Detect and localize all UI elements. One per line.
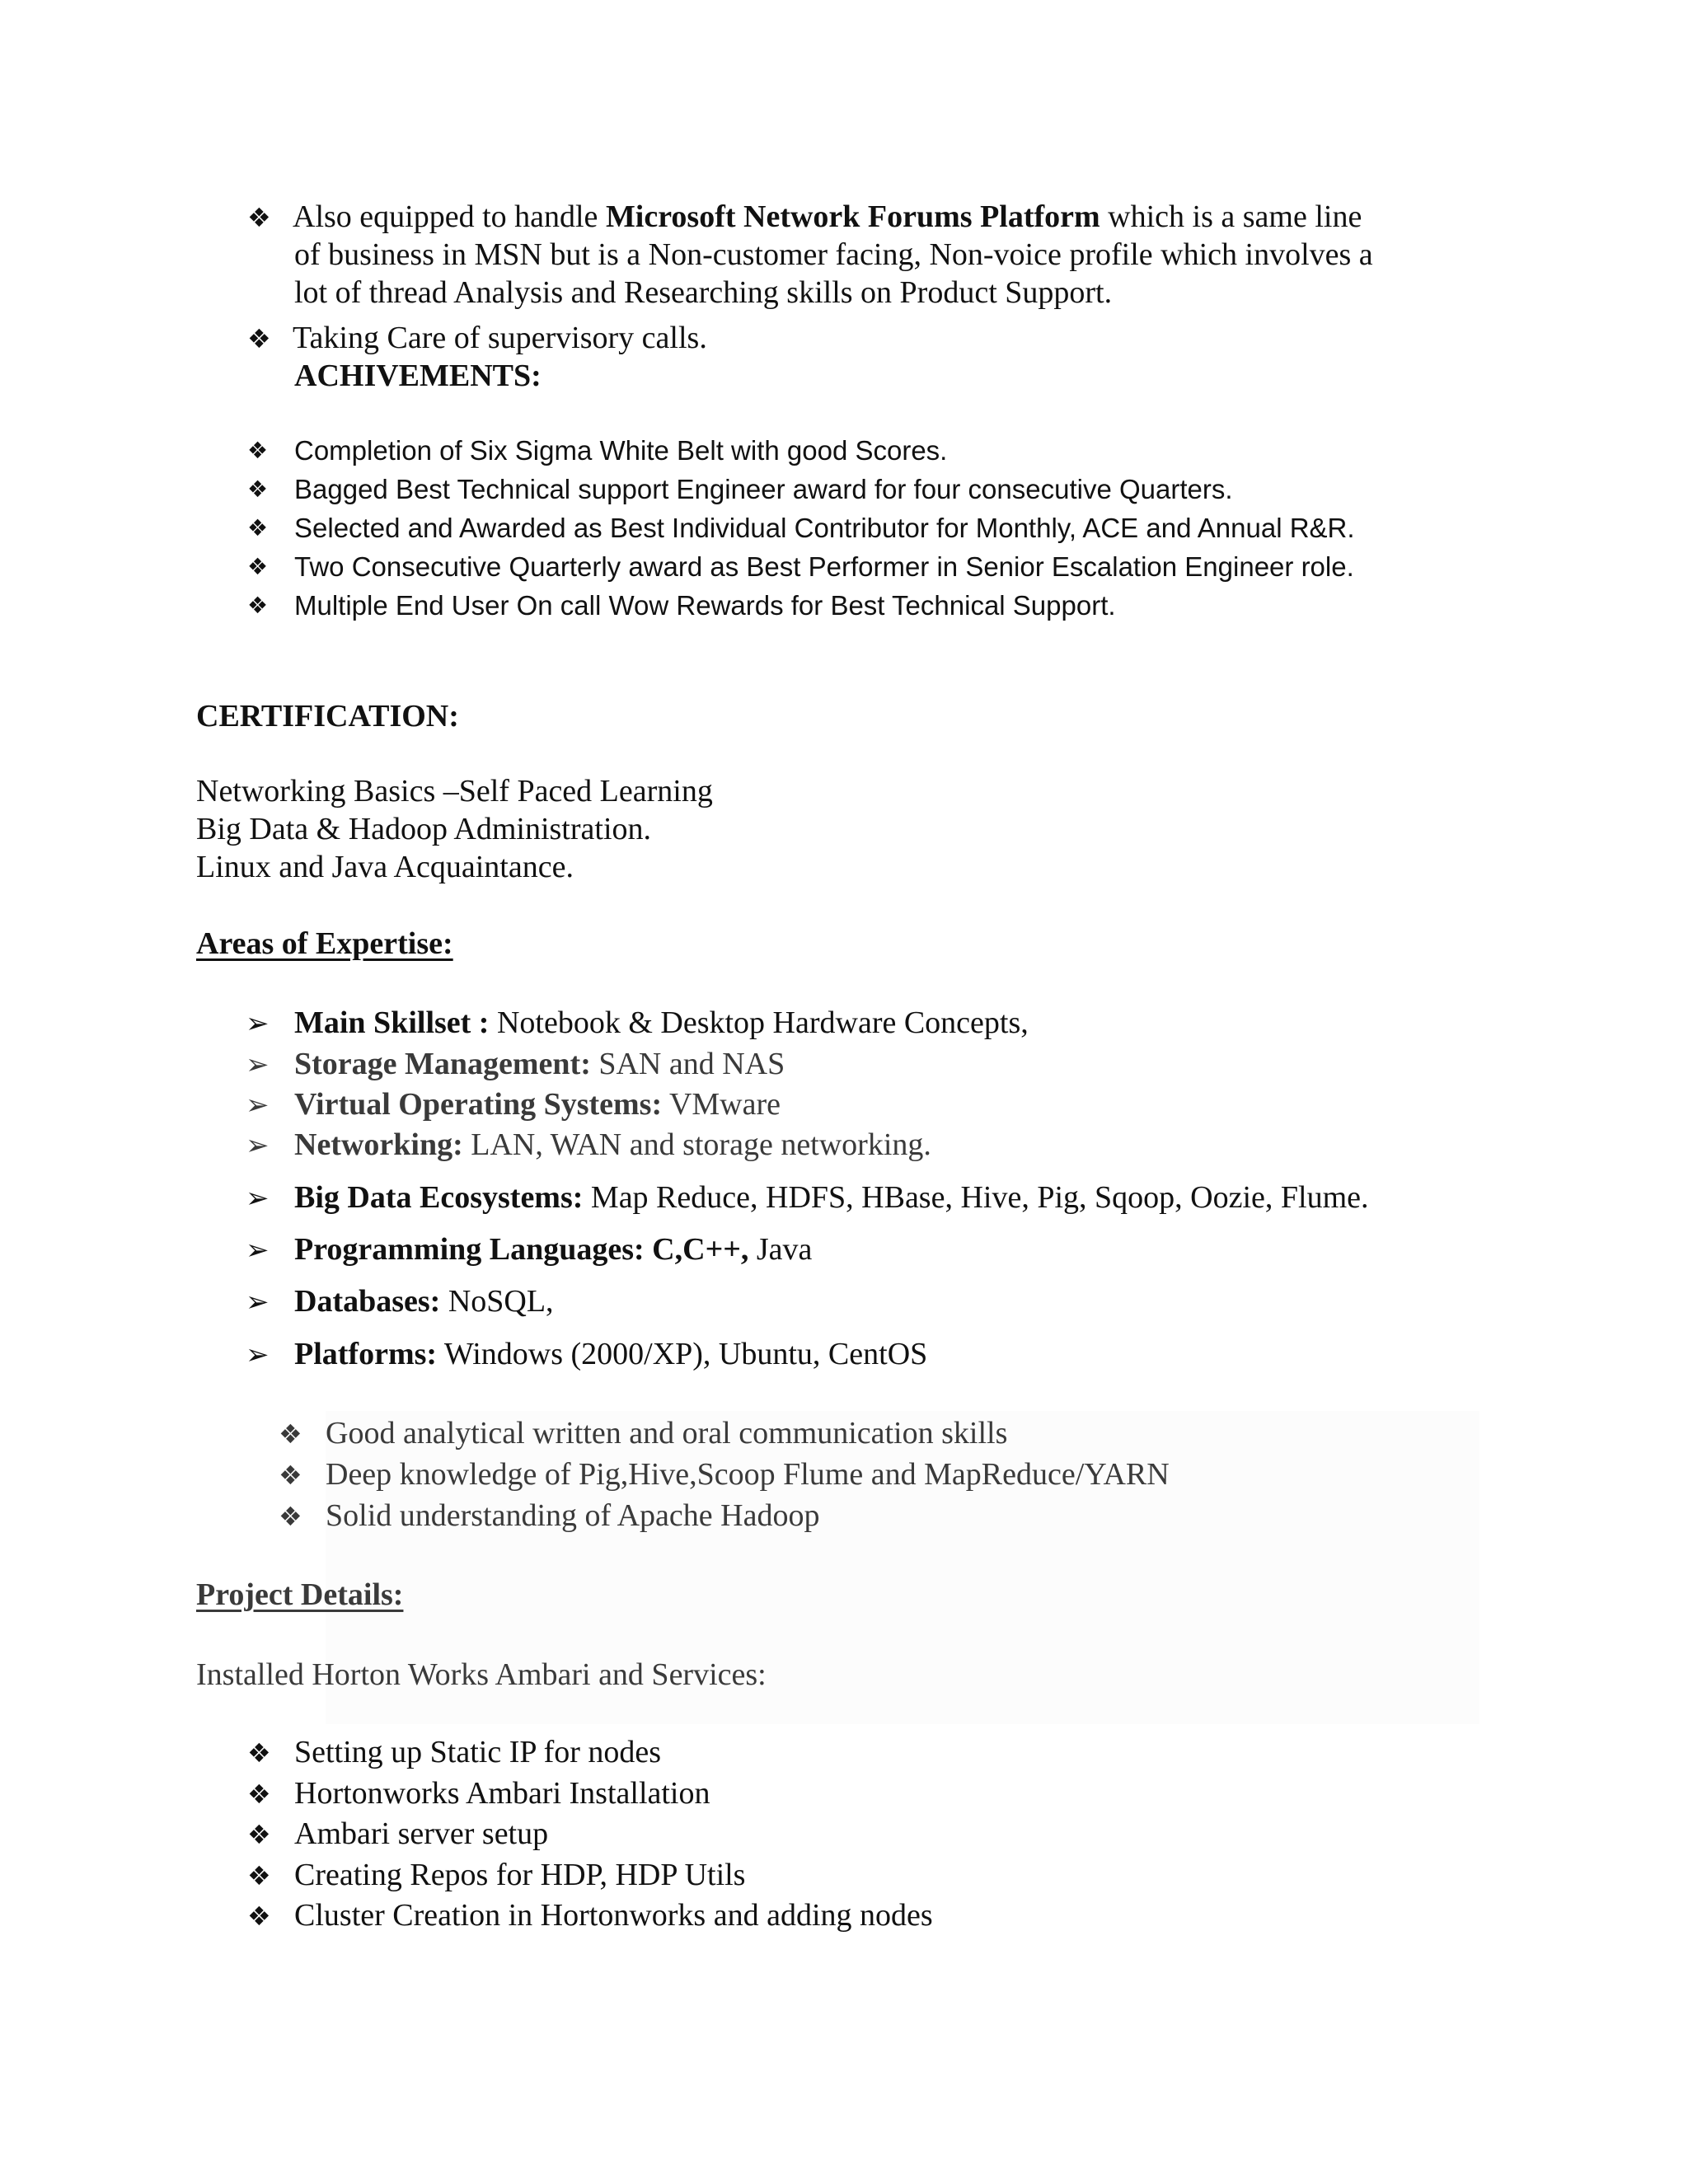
- project-item: Cluster Creation in Hortonworks and adding nodes: [294, 1898, 933, 1933]
- expertise-value: Java: [748, 1232, 813, 1267]
- project-item: Hortonworks Ambari Installation: [294, 1776, 710, 1811]
- expertise-label: Networking:: [294, 1127, 463, 1162]
- intro-bullet-1-line-3: lot of thread Analysis and Researching skills on Product Support.: [294, 275, 1113, 310]
- project-item: Creating Repos for HDP, HDP Utils: [294, 1858, 746, 1892]
- expertise-item-programming: [294, 1230, 812, 1268]
- certification-item: Big Data & Hadoop Administration.: [196, 812, 652, 846]
- diamond-bullet-icon: ❖: [247, 1819, 271, 1850]
- expertise-item-storage: [294, 1045, 785, 1083]
- expertise-item-main-skillset: [294, 1004, 1029, 1042]
- expertise-item-platforms: [294, 1335, 927, 1373]
- arrow-bullet-icon: ➢: [246, 1089, 270, 1122]
- expertise-label: Platforms:: [294, 1337, 438, 1371]
- diamond-bullet-icon: ❖: [279, 1460, 302, 1491]
- diamond-bullet-icon: ❖: [247, 1860, 271, 1891]
- project-item: Ambari server setup: [294, 1816, 549, 1851]
- diamond-bullet-icon: ❖: [247, 1737, 271, 1769]
- project-intro: Installed Horton Works Ambari and Services:: [196, 1657, 767, 1692]
- expertise-label: Storage Management:: [294, 1047, 591, 1081]
- achievement-item: Two Consecutive Quarterly award as Best Performer in Senior Escalation Engineer role.: [294, 551, 1354, 582]
- diamond-bullet-icon: ❖: [247, 1779, 271, 1810]
- intro-bullet-1-line-1: [293, 198, 1362, 236]
- diamond-bullet-icon: ❖: [247, 553, 269, 580]
- expertise-label: Virtual Operating Systems:: [294, 1087, 663, 1122]
- arrow-bullet-icon: ➢: [246, 1234, 270, 1267]
- expertise-item-databases: [294, 1282, 554, 1320]
- intro-bullet-1-line-2: of business in MSN but is a Non-customer facing, Non-voice profile which involves a: [294, 237, 1373, 272]
- skill-item: Deep knowledge of Pig,Hive,Scoop Flume and MapReduce/YARN: [326, 1457, 1170, 1492]
- achievement-item: Multiple End User On call Wow Rewards for Best Technical Support.: [294, 590, 1116, 621]
- expertise-label: Programming Languages: C,C++,: [294, 1232, 749, 1267]
- diamond-bullet-icon: ❖: [247, 514, 269, 541]
- expertise-item-big-data: [294, 1179, 1369, 1216]
- arrow-bullet-icon: ➢: [246, 1182, 270, 1215]
- expertise-label: Main Skillset :: [294, 1005, 497, 1040]
- expertise-item-virtual-os: [294, 1085, 781, 1123]
- diamond-bullet-icon: ❖: [247, 323, 271, 354]
- expertise-value: NoSQL,: [440, 1284, 554, 1319]
- achievement-item: Completion of Six Sigma White Belt with good Scores.: [294, 435, 948, 466]
- expertise-value: Windows (2000/XP), Ubuntu, CentOS: [437, 1337, 928, 1371]
- intro-bullet-2: Taking Care of supervisory calls.: [293, 321, 707, 355]
- certification-item: Linux and Java Acquaintance.: [196, 850, 574, 884]
- project-item: Setting up Static IP for nodes: [294, 1735, 662, 1769]
- diamond-bullet-icon: ❖: [247, 592, 269, 619]
- diamond-bullet-icon: ❖: [247, 202, 271, 233]
- achievements-heading: ACHIVEMENTS:: [294, 359, 542, 393]
- expertise-heading: Areas of Expertise:: [196, 926, 453, 961]
- diamond-bullet-icon: ❖: [247, 1900, 271, 1932]
- expertise-value: Notebook & Desktop Hardware Concepts,: [496, 1005, 1029, 1040]
- skill-item: Good analytical written and oral communication skills: [326, 1416, 1008, 1451]
- diamond-bullet-icon: ❖: [247, 437, 269, 464]
- achievement-item: Selected and Awarded as Best Individual Contributor for Monthly, ACE and Annual R&R.: [294, 513, 1355, 543]
- skill-item: Solid understanding of Apache Hadoop: [326, 1498, 820, 1533]
- diamond-bullet-icon: ❖: [247, 476, 269, 503]
- expertise-label: Databases:: [294, 1284, 441, 1319]
- expertise-item-networking: [294, 1126, 931, 1164]
- arrow-bullet-icon: ➢: [246, 1286, 270, 1319]
- expertise-label: Big Data Ecosystems:: [294, 1180, 584, 1215]
- arrow-bullet-icon: ➢: [246, 1129, 270, 1162]
- intro-bullet-1-post: which is a same line: [1100, 199, 1362, 234]
- intro-bullet-1-bold: Microsoft Network Forums Platform: [605, 199, 1100, 234]
- arrow-bullet-icon: ➢: [246, 1007, 270, 1040]
- diamond-bullet-icon: ❖: [279, 1418, 302, 1450]
- arrow-bullet-icon: ➢: [246, 1048, 270, 1081]
- achievement-item: Bagged Best Technical support Engineer award for four consecutive Quarters.: [294, 474, 1233, 504]
- project-heading: Project Details:: [196, 1577, 404, 1612]
- expertise-value: VMware: [662, 1087, 781, 1122]
- expertise-value: LAN, WAN and storage networking.: [462, 1127, 931, 1162]
- certification-item: Networking Basics –Self Paced Learning: [196, 774, 713, 808]
- expertise-value: Map Reduce, HDFS, HBase, Hive, Pig, Sqoop, Oozie, Flume.: [583, 1180, 1369, 1215]
- expertise-value: SAN and NAS: [590, 1047, 785, 1081]
- intro-bullet-1-pre: Also equipped to handle: [293, 199, 606, 234]
- arrow-bullet-icon: ➢: [246, 1338, 270, 1371]
- certification-heading: CERTIFICATION:: [196, 699, 459, 733]
- diamond-bullet-icon: ❖: [279, 1501, 302, 1532]
